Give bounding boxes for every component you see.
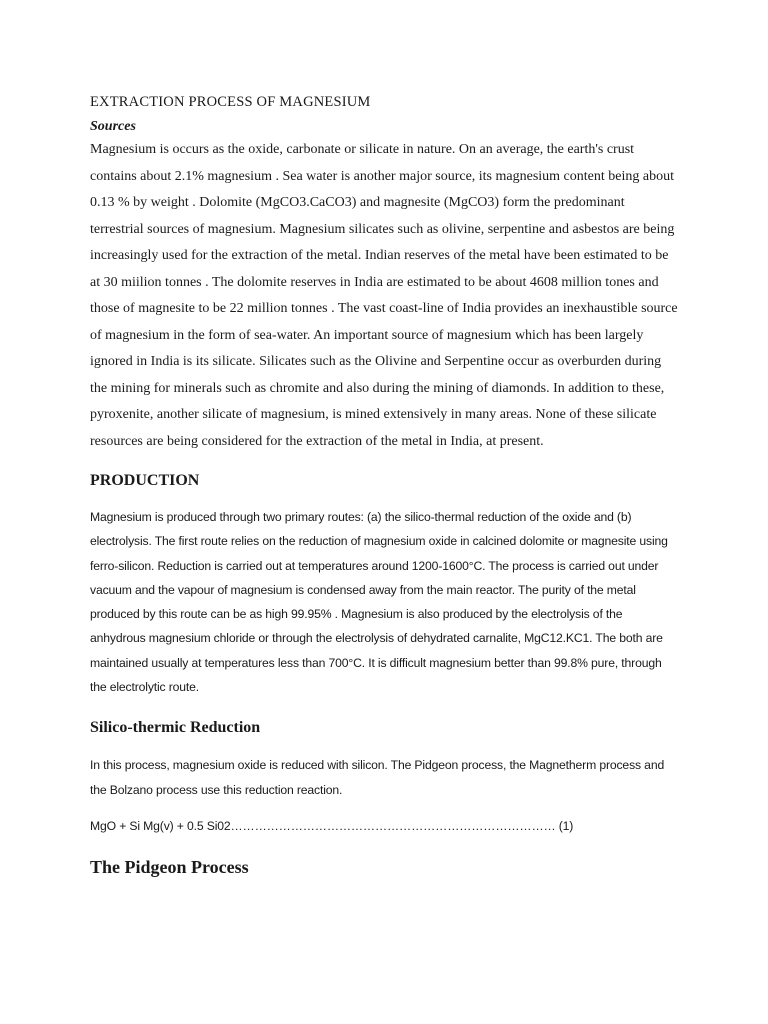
production-heading: PRODUCTION: [90, 472, 200, 489]
reaction-equation: MgO + Si Mg(v) + 0.5 Si02……………………………………………………………………… (1): [90, 818, 574, 833]
document-title: EXTRACTION PROCESS OF MAGNESIUM: [90, 94, 371, 110]
document-page: [90, 92, 680, 881]
pidgeon-process-heading: The Pidgeon Process: [90, 856, 249, 877]
sources-subheading: Sources: [90, 119, 136, 134]
silico-thermic-heading: Silico-thermic Reduction: [90, 719, 261, 737]
production-paragraph: Magnesium is produced through two primary routes: (a) the silico-thermal reduction of the oxide and (b) electrolysis. The first route relies on the reduction of magnesium oxide in calcined dolomite or magnesite using ferro-silicon. Reduction is carried out at temperatures around 1200-1600°C. The process is carried out under vacuum and the vapour of magnesium is condensed away from the main reactor. The purity of the metal produced by this route can be as high 99.95% . Magnesium is also produced by the electrolysis of the anhydrous magnesium chloride or through the electrolysis of dehydrated carnalite, MgC12.KC1. The both are maintained usually at temperatures less than 700°C. It is difficult magnesium better than 99.8% pure, through the electrolytic route.: [90, 510, 668, 695]
silico-thermic-paragraph: In this process, magnesium oxide is reduced with silicon. The Pidgeon process, the Magnetherm process and the Bolzano process use this reduction reaction.: [90, 758, 665, 797]
sources-paragraph: Magnesium is occurs as the oxide, carbonate or silicate in nature. On an average, the earth's crust contains about 2.1% magnesium . Sea water is another major source, its magnesium content being about 0.13 % by weight . Dolomite (MgCO3.CaCO3) and magnesite (MgCO3) form the predominant terrestrial sources of magnesium. Magnesium silicates such as olivine, serpentine and asbestos are being increasingly used for the extraction of the metal. Indian reserves of the metal have been estimated to be at 30 miilion tonnes . The dolomite reserves in India are estimated to be about 4608 million tones and those of magnesite to be 22 million tonnes . The vast coast-line of India provides an inexhaustible source of magnesium in the form of sea-water. An important source of magnesium which has been largely ignored in India is its silicate. Silicates such as the Olivine and Serpentine occur as overburden during the mining for minerals such as chromite and also during the mining of diamonds. In addition to these, pyroxenite, another silicate of magnesium, is mined extensively in many areas. None of these silicate resources are being considered for the extraction of the metal in India, at present.: [90, 142, 678, 449]
